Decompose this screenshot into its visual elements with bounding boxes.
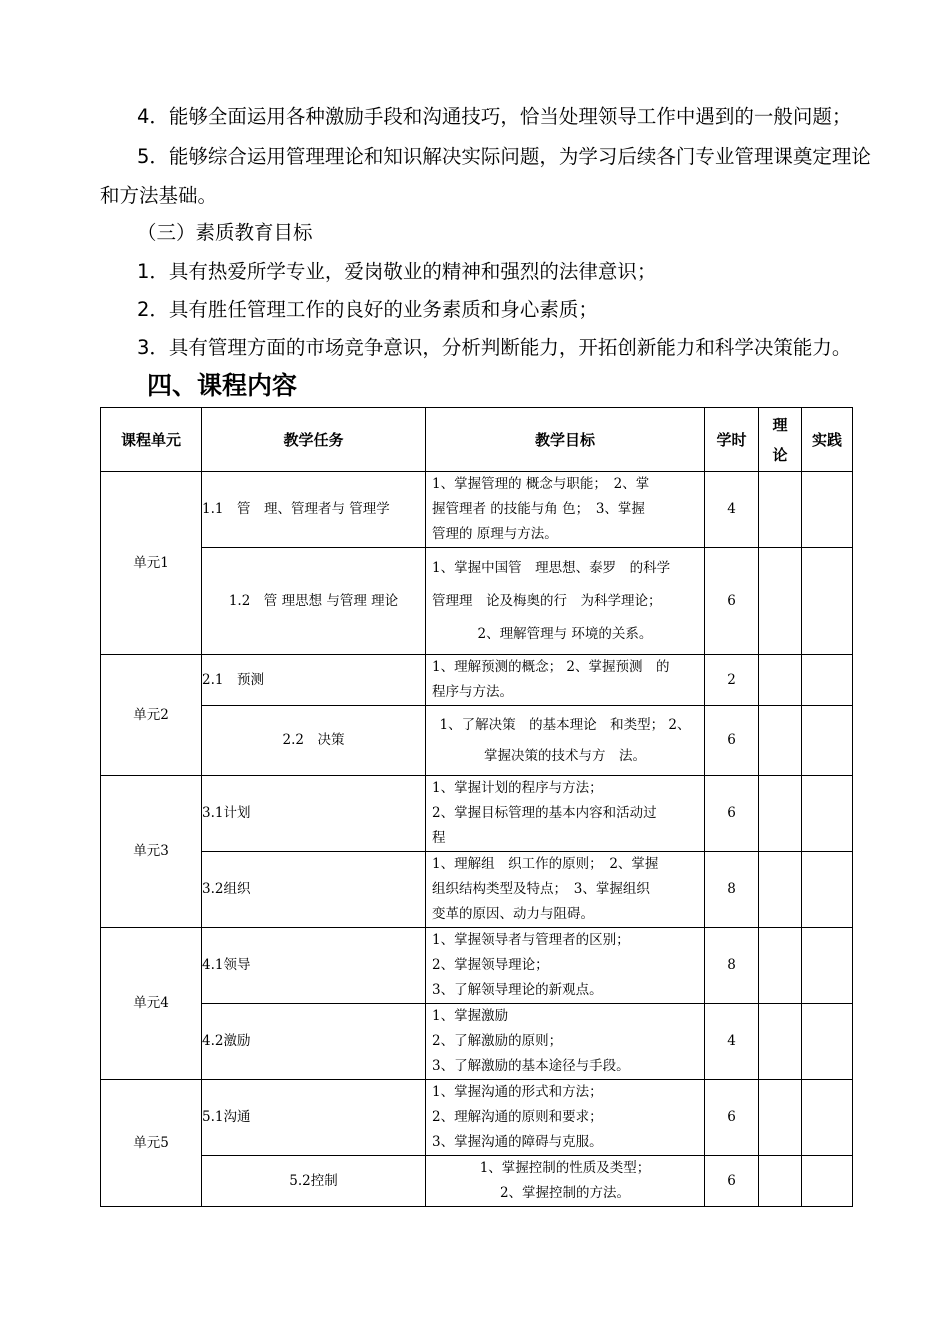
goal-line: 1、掌握领导者与管理者的区别； [432, 932, 630, 948]
goal-line: 管理的 原理与方法。 [432, 526, 558, 542]
table-row [101, 1004, 853, 1080]
goal-cell [426, 1004, 705, 1080]
header-unit: 课程单元 [101, 408, 202, 472]
table-row [101, 776, 853, 852]
hours-cell: 2 [705, 655, 759, 706]
task-cell: 2.2 决策 [202, 706, 426, 776]
practice-cell [802, 655, 853, 706]
goal-line: 1、掌握激励 [432, 1008, 509, 1024]
goal-line: 3、了解激励的基本途径与手段。 [432, 1058, 630, 1074]
unit-cell: 单元5 [101, 1080, 202, 1207]
hours-cell: 4 [705, 1004, 759, 1080]
header-theory [759, 408, 802, 472]
header-practice: 实践 [802, 408, 853, 472]
goal-line: 程 [432, 830, 446, 846]
table-row [101, 472, 853, 548]
goal-line: 组织结构类型及特点； 3、掌握组织 [432, 881, 650, 897]
goal-line: 2、掌握控制的方法。 [499, 1185, 631, 1201]
section-title-quality: （三）素质教育目标 [137, 221, 313, 244]
unit-cell: 单元4 [101, 928, 202, 1080]
goal-cell [426, 1080, 705, 1156]
goal-cell [426, 852, 705, 928]
theory-cell [759, 852, 802, 928]
goal-cell [426, 548, 705, 655]
task-cell: 1.2 管 理思想 与管理 理论 [202, 548, 426, 655]
unit-cell: 单元3 [101, 776, 202, 928]
goal-line: 3、了解领导理论的新观点。 [432, 982, 603, 998]
unit-cell: 单元1 [101, 472, 202, 655]
goal-cell [426, 1156, 705, 1207]
hours-cell: 6 [705, 776, 759, 852]
quality-item-1: 1．具有热爱所学专业，爱岗敬业的精神和强烈的法律意识； [137, 260, 657, 283]
quality-item-3: 3．具有管理方面的市场竞争意识，分析判断能力，开拓创新能力和科学决策能力。 [137, 336, 852, 359]
practice-cell [802, 1080, 853, 1156]
goal-line: 3、掌握沟通的障碍与克服。 [432, 1134, 603, 1150]
practice-cell [802, 776, 853, 852]
hours-cell: 4 [705, 472, 759, 548]
goal-line: 1、掌握沟通的形式和方法； [432, 1084, 603, 1100]
theory-cell [759, 1004, 802, 1080]
quality-item-2: 2．具有胜任管理工作的良好的业务素质和身心素质； [137, 298, 598, 321]
practice-cell [802, 852, 853, 928]
practice-cell [802, 928, 853, 1004]
goal-line: 1、掌握管理的 概念与职能； 2、掌 [432, 476, 650, 492]
goal-cell [426, 472, 705, 548]
practice-cell [802, 472, 853, 548]
header-goal: 教学目标 [426, 408, 705, 472]
ability-item-5-cont: 和方法基础。 [100, 184, 218, 207]
goal-line: 1、了解决策 的基本理论 和类型； 2、 [439, 716, 691, 733]
goal-cell [426, 655, 705, 706]
header-hours: 学时 [705, 408, 759, 472]
goal-line: 2、理解管理与 环境的关系。 [477, 625, 653, 642]
task-cell: 3.1计划 [202, 776, 426, 852]
practice-cell [802, 706, 853, 776]
goal-line: 管理理 论及梅奥的行 为科学理论； [432, 592, 662, 609]
hours-cell: 8 [705, 928, 759, 1004]
course-table [100, 407, 853, 1207]
ability-item-5: 5．能够综合运用管理理论和知识解决实际问题，为学习后续各门专业管理课奠定理论 [137, 145, 871, 168]
practice-cell [802, 1156, 853, 1207]
goal-cell [426, 776, 705, 852]
table-row [101, 706, 853, 776]
theory-cell [759, 1156, 802, 1207]
theory-cell [759, 655, 802, 706]
hours-cell: 6 [705, 706, 759, 776]
goal-line: 2、理解沟通的原则和要求； [432, 1109, 603, 1125]
task-cell: 3.2组织 [202, 852, 426, 928]
task-cell: 2.1 预测 [202, 655, 426, 706]
goal-line: 2、掌握领导理论； [432, 957, 549, 973]
header-task: 教学任务 [202, 408, 426, 472]
hours-cell: 6 [705, 548, 759, 655]
goal-line: 1、掌握控制的性质及类型； [479, 1160, 651, 1176]
hours-cell: 6 [705, 1156, 759, 1207]
theory-cell [759, 548, 802, 655]
goal-line: 程序与方法。 [432, 684, 513, 700]
task-cell: 5.2控制 [202, 1156, 426, 1207]
theory-cell [759, 706, 802, 776]
goal-line: 握管理者 的技能与角 色； 3、掌握 [432, 501, 645, 517]
goal-line: 2、了解激励的原则； [432, 1033, 563, 1049]
ability-item-4: 4．能够全面运用各种激励手段和沟通技巧，恰当处理领导工作中遇到的一般问题； [137, 105, 852, 128]
goal-cell [426, 928, 705, 1004]
table-row [101, 655, 853, 706]
hours-cell: 8 [705, 852, 759, 928]
task-cell: 5.1沟通 [202, 1080, 426, 1156]
table-row [101, 928, 853, 1004]
goal-cell [426, 706, 705, 776]
unit-cell: 单元2 [101, 655, 202, 776]
task-cell: 4.2激励 [202, 1004, 426, 1080]
table-row [101, 1080, 853, 1156]
goal-line: 1、掌握计划的程序与方法； [432, 780, 603, 796]
section-heading: 四、课程内容 [147, 371, 298, 400]
practice-cell [802, 1004, 853, 1080]
table-header-row [101, 408, 853, 472]
table-row [101, 548, 853, 655]
task-cell: 1.1 管 理、管理者与 管理学 [202, 472, 426, 548]
hours-cell: 6 [705, 1080, 759, 1156]
goal-line: 1、掌握中国管 理思想、泰罗 的科学 [432, 559, 671, 576]
practice-cell [802, 548, 853, 655]
table-row [101, 1156, 853, 1207]
goal-line: 掌握决策的技术与方 法。 [484, 747, 646, 764]
table-row [101, 852, 853, 928]
goal-line: 2、掌握目标管理的基本内容和活动过 [432, 805, 657, 821]
theory-cell [759, 472, 802, 548]
goal-line: 变革的原因、动力与阻碍。 [432, 906, 594, 922]
goal-line: 1、理解组 织工作的原则； 2、掌握 [432, 856, 659, 872]
header-theory-2: 论 [772, 445, 788, 464]
theory-cell [759, 1080, 802, 1156]
header-theory-1: 理 [772, 415, 788, 434]
task-cell: 4.1领导 [202, 928, 426, 1004]
goal-line: 1、理解预测的概念； 2、掌握预测 的 [432, 659, 670, 675]
theory-cell [759, 776, 802, 852]
theory-cell [759, 928, 802, 1004]
